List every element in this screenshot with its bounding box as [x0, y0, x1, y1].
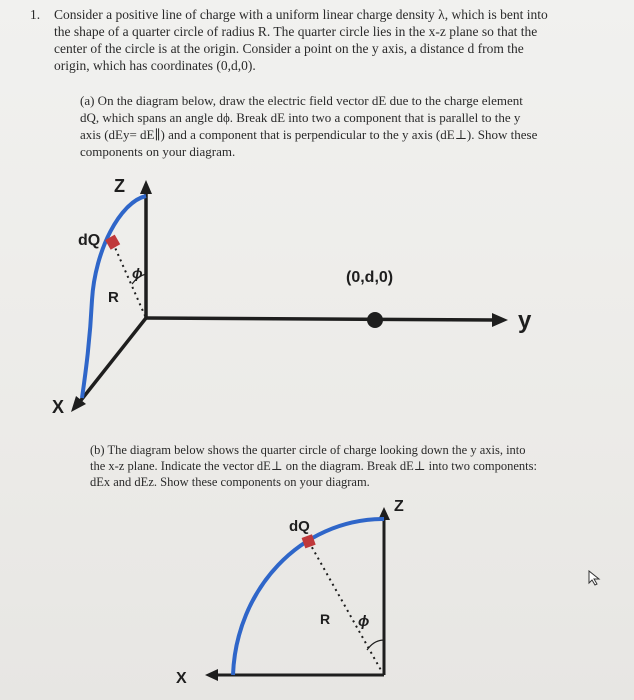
dq-label-b: dQ	[289, 518, 310, 535]
problem-text: Consider a positive line of charge with a uniform linear charge density λ, which is bent into the shape of a quarter circle of radius R. The quarter circle lies in the x-z plane so that the center of the circle is at the origin. Consider a point on the y axis, a distance d from the origin, which has coordinates (0,d,0).	[54, 7, 548, 73]
mouse-cursor-icon	[588, 570, 602, 586]
x-axis-b-label: X	[176, 670, 187, 687]
z-axis-label: Z	[114, 176, 125, 196]
z-axis-arrowhead	[140, 180, 152, 194]
part-b-text: (b) The diagram below shows the quarter circle of charge looking down the y axis, into the x-z plane. Indicate the vector dE⊥ on the diagram. Break dE⊥ into two components: dEx and dEz. Show these components on your diagram.	[90, 443, 537, 489]
field-point	[367, 312, 383, 328]
point-coordinates: (0,d,0)	[346, 269, 394, 286]
radius-line-b	[309, 542, 382, 672]
phi-label: ϕ	[132, 265, 143, 281]
radius-label: R	[108, 289, 119, 306]
part-a-text: (a) On the diagram below, draw the electric field vector dE due to the charge element dQ, which spans an angle dϕ. Break dE into two a component that is parallel to the y axis (dEy= dE∥) and a component that is perpendicular to the y axis (dE⊥). Show these components on your diagram.	[80, 93, 538, 159]
x-axis-b-arrowhead	[205, 669, 218, 681]
x-axis-label: X	[52, 397, 65, 417]
phi-arc-b	[367, 640, 384, 650]
diagram-b	[0, 440, 634, 700]
phi-label-b: ϕ	[358, 613, 370, 630]
y-axis	[146, 318, 495, 320]
y-axis-arrowhead	[492, 313, 508, 327]
z-axis-b-label: Z	[394, 498, 404, 515]
dq-label: dQ	[78, 232, 101, 249]
problem-number: 1.	[30, 7, 41, 22]
radius-label-b: R	[320, 611, 331, 627]
y-axis-label: y	[518, 307, 532, 334]
